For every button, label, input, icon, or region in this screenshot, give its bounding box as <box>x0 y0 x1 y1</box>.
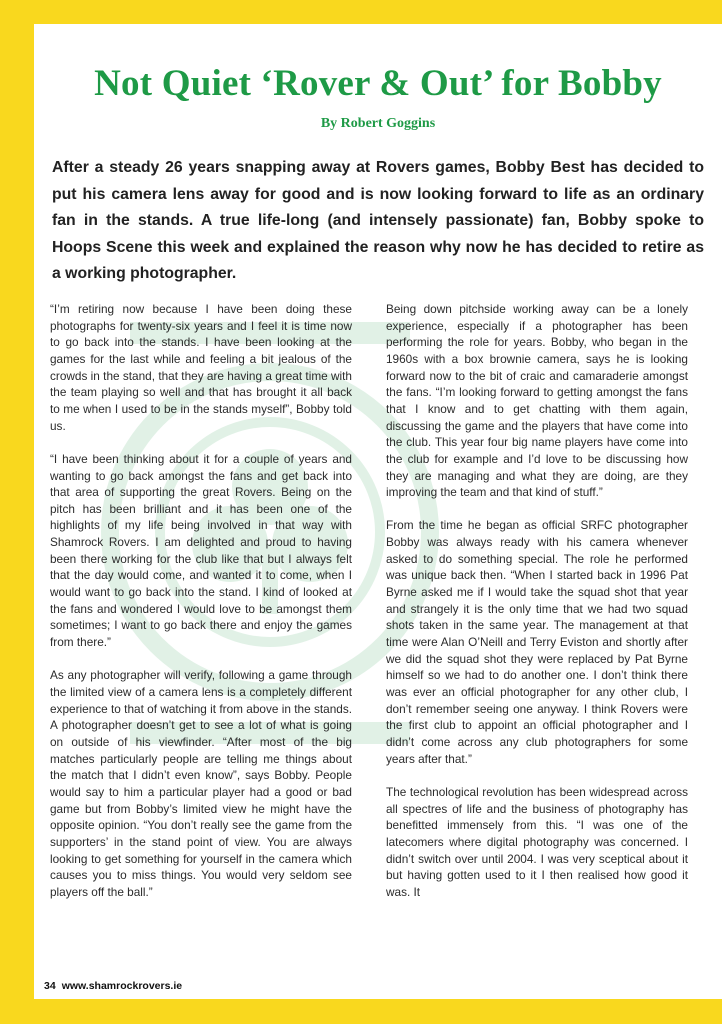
website-link[interactable]: www.shamrockrovers.ie <box>61 980 183 992</box>
paragraph: “I have been thinking about it for a couple of years and wanting to go back amongst the fans and get back into that area of supporting the great Rovers. Being on the pitch has been brilliant and it has been one of the highlights of my life being involved in that way with Shamrock Rovers. I am delighted and proud to having been there working for the club like that but I always felt that the day would come, and wanted it to come, when I would want to go back into the stand. I kind of looked at the fans and wondered I would love to be amongst them sometimes; I want to go back there and enjoy the games from there.” <box>50 451 352 650</box>
paragraph: “I’m retiring now because I have been doing these photographs for twenty-six years and I feel it is time now to go back into the stands. I have been looking at the games for the last while and feeling a bit jealous of the crowds in the stand, that they are having a great time with the team playing so well and that has brought it all back to me when I used to be in the stands myself”, Bobby told us. <box>50 302 352 433</box>
paragraph: The technological revolution has been widespread across all spectres of life and the business of photography has benefitted immensely from this. “I was one of the latecomers where digital photography was concerned. I didn’t switch over until 2004. I was very sceptical about it but having gotten used to it I then realised how good it was. It <box>386 784 688 899</box>
article-byline: By Robert Goggins <box>320 116 436 131</box>
page-footer <box>44 980 188 992</box>
right-column <box>386 301 688 917</box>
paragraph: From the time he began as official SRFC photographer Bobby was always ready with his camera whenever asked to do something special. The role he performed was unique back then. “When I started back in 1996 Pat Byrne asked me if I would take the squad shot that year and strangely it is the only time that we had two squad shots taken in the same year. The management at that time were Alan O’Neill and Terry Eviston and shortly after we did the squad shot they were replaced by Pat Byrne himself so we had to do another one. I don’t think there was ever an official photographer for any other club, I don’t remember seeing one anyway. I think Rovers were the first club to appoint an official photographer and I didn’t come across any club photographers for some years after that.” <box>386 518 688 766</box>
left-column <box>50 301 352 917</box>
page-number: 34 <box>44 980 56 992</box>
magazine-page <box>34 24 722 999</box>
paragraph: As any photographer will verify, following a game through the limited view of a camera lens is a completely different experience to that of watching it from above in the stands. A photographer doesn’t get to see a lot of what is going on outside of his viewfinder. “After most of the big matches particularly people are telling me things about the match that I didn’t even know”, says Bobby. People would say to him a particular player had a good or bad game but from Bobby’s limited view he might have the opposite opinion. “You don’t really see the game from the supporters’ in the stand point of view. You are always looking to get something for yourself in the camera which causes you to miss things. You would very seldom see players off the ball.” <box>50 668 352 899</box>
article-intro: After a steady 26 years snapping away at Rovers games, Bobby Best has decided to put his camera lens away for good and is now looking forward to life as an ordinary fan in the stands. A true life-long (and intensely passionate) fan, Bobby spoke to Hoops Scene this week and explained the reason why now he has decided to retire as a working photographer. <box>52 159 704 283</box>
article-title: Not Quiet ‘Rover & Out’ for Bobby <box>94 63 662 104</box>
paragraph: Being down pitchside working away can be a lonely experience, especially if a photographer has been performing the role for years. Bobby, who began in the 1960s with a box brownie camera, says he is looking forward now to the bit of craic and camaraderie amongst the fans. “I’m looking forward to getting amongst the fans that I know and to get chatting with them again, discussing the game and the players that have come into the club. This year four big name players have come into the club for example and I’d love to be discussing how they are managing and what they are doing, are they improving the team and that kind of stuff.” <box>386 302 688 500</box>
